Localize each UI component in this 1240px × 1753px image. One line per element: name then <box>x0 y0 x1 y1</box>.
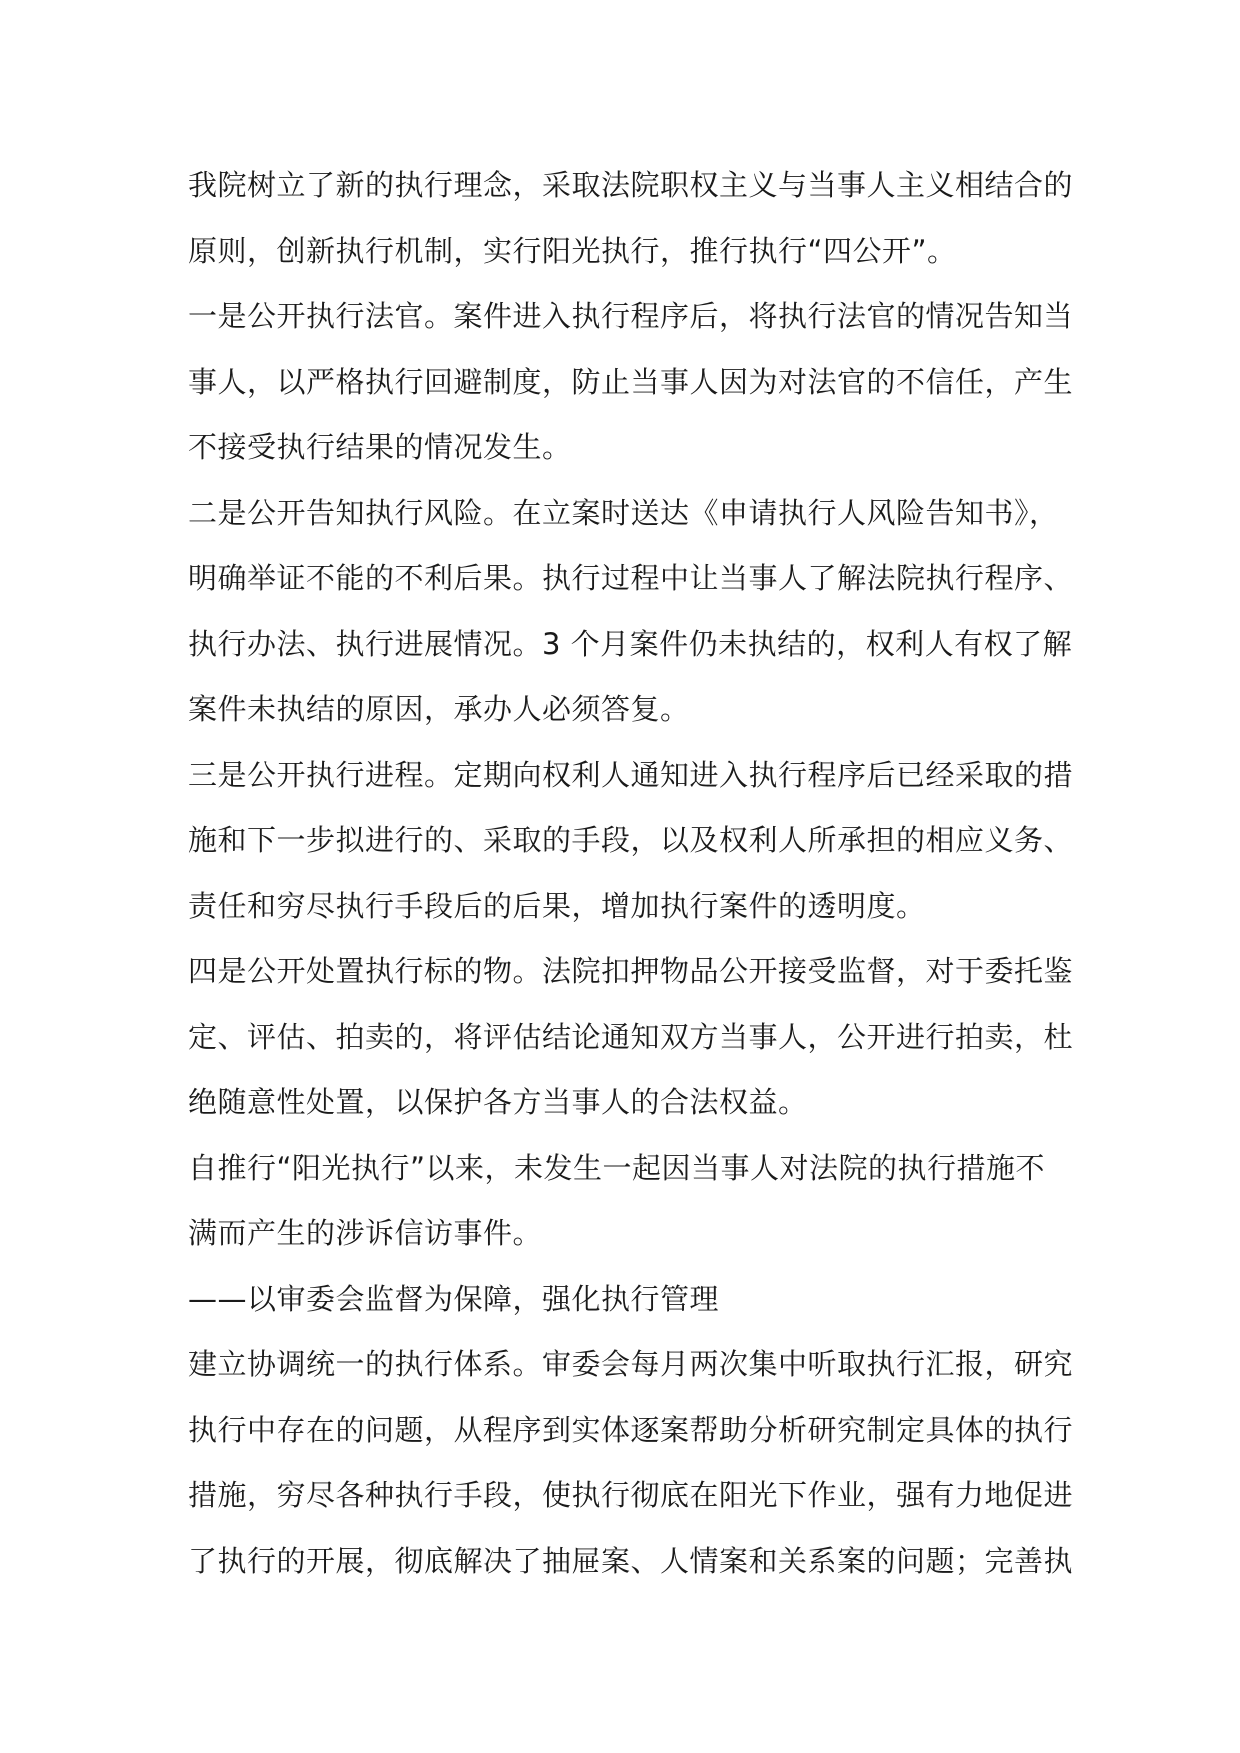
text-line: 事人，以严格执行回避制度，防止当事人因为对法官的不信任，产生 <box>188 364 1074 399</box>
text-line: 原则，创新执行机制，实行阳光执行，推行执行“四公开”。 <box>188 233 957 268</box>
text-line: 二是公开告知执行风险。在立案时送达《申请执行人风险告知书》， <box>188 495 1059 530</box>
text-line: 明确举证不能的不利后果。执行过程中让当事人了解法院执行程序、 <box>188 561 1074 595</box>
text-line: 不接受执行结果的情况发生。 <box>188 430 572 464</box>
text-line: 执行办法、执行进展情况。3 个月案件仍未执结的，权利人有权了解 <box>188 626 1073 661</box>
text-line: 执行中存在的问题，从程序到实体逐案帮助分析研究制定具体的执行 <box>188 1412 1074 1447</box>
section-heading: ——以审委会监督为保障，强化执行管理 <box>188 1281 720 1316</box>
text-line: 了执行的开展，彻底解决了抽屉案、人情案和关系案的问题；完善执 <box>188 1543 1074 1578</box>
text-line: 自推行“阳光执行”以来，未发生一起因当事人对法院的执行措施不 <box>188 1150 1046 1185</box>
text-line: 施和下一步拟进行的、采取的手段，以及权利人所承担的相应义务、 <box>188 823 1074 857</box>
text-line: 一是公开执行法官。案件进入执行程序后，将执行法官的情况告知当 <box>188 299 1074 333</box>
text-line: 三是公开执行进程。定期向权利人通知进入执行程序后已经采取的措 <box>188 757 1074 792</box>
text-line: 四是公开处置执行标的物。法院扣押物品公开接受监督，对于委托鉴 <box>188 954 1074 988</box>
text-line: 绝随意性处置，以保护各方当事人的合法权益。 <box>188 1085 808 1119</box>
text-line: 满而产生的涉诉信访事件。 <box>188 1216 543 1250</box>
document-body <box>188 153 1074 1594</box>
text-line: 我院树立了新的执行理念，采取法院职权主义与当事人主义相结合的 <box>188 168 1074 202</box>
text-line: 措施，穷尽各种执行手段，使执行彻底在阳光下作业，强有力地促进 <box>188 1478 1074 1512</box>
text-line: 案件未执结的原因，承办人必须答复。 <box>188 692 690 726</box>
text-line: 定、评估、拍卖的，将评估结论通知双方当事人，公开进行拍卖，杜 <box>188 1019 1074 1054</box>
text-line: 责任和穷尽执行手段后的后果，增加执行案件的透明度。 <box>188 888 926 923</box>
text-line: 建立协调统一的执行体系。审委会每月两次集中听取执行汇报，研究 <box>188 1347 1074 1381</box>
